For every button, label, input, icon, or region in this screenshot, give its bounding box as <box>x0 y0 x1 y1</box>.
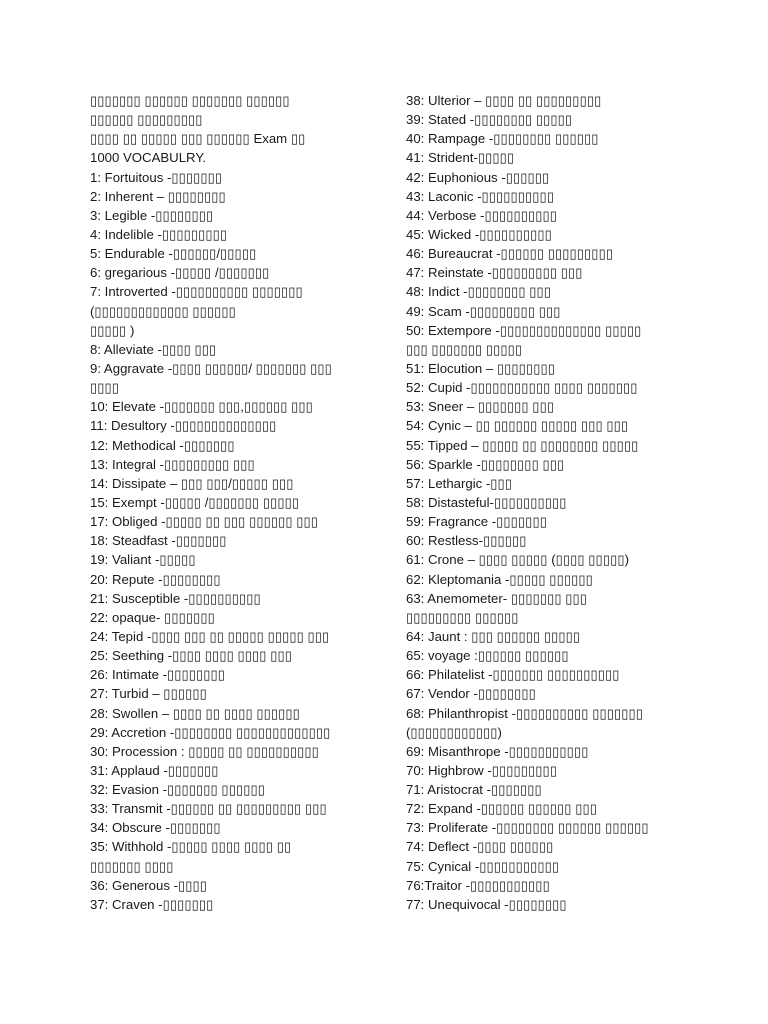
vocab-line: 42: Euphonious -▯▯▯▯▯▯ <box>406 169 550 185</box>
vocab-line: ▯▯▯ ▯▯▯▯▯▯▯ ▯▯▯▯▯ <box>406 341 523 357</box>
vocab-line: 20: Repute -▯▯▯▯▯▯▯▯ <box>90 571 221 587</box>
vocab-line: 72: Expand -▯▯▯▯▯▯ ▯▯▯▯▯▯ ▯▯▯ <box>406 801 597 817</box>
vocab-line: 50: Extempore -▯▯▯▯▯▯▯▯▯▯▯▯▯▯ ▯▯▯▯▯ <box>406 322 642 338</box>
vocab-line: 17: Obliged -▯▯▯▯▯ ▯▯ ▯▯▯ ▯▯▯▯▯▯ ▯▯▯ <box>90 514 319 530</box>
vocab-line: 59: Fragrance -▯▯▯▯▯▯▯ <box>406 514 547 530</box>
vocab-line: ▯▯▯▯▯▯ ▯▯▯▯▯▯▯▯▯ <box>90 112 203 128</box>
vocab-line: 6: gregarious -▯▯▯▯▯ /▯▯▯▯▯▯▯ <box>90 265 270 281</box>
vocab-line: 44: Verbose -▯▯▯▯▯▯▯▯▯▯ <box>406 207 558 223</box>
vocab-line: 75: Cynical -▯▯▯▯▯▯▯▯▯▯▯ <box>406 858 560 874</box>
vocab-line: 25: Seething -▯▯▯▯ ▯▯▯▯ ▯▯▯▯ ▯▯▯ <box>90 648 292 664</box>
vocab-line: 56: Sparkle -▯▯▯▯▯▯▯▯ ▯▯▯ <box>406 456 565 472</box>
vocab-line: 38: Ulterior – ▯▯▯▯ ▯▯ ▯▯▯▯▯▯▯▯▯ <box>406 93 602 108</box>
vocab-line: 21: Susceptible -▯▯▯▯▯▯▯▯▯▯ <box>90 590 261 606</box>
vocab-line: 29: Accretion -▯▯▯▯▯▯▯▯ ▯▯▯▯▯▯▯▯▯▯▯▯▯ <box>90 724 331 740</box>
vocab-line: 35: Withhold -▯▯▯▯▯ ▯▯▯▯ ▯▯▯▯ ▯▯ <box>90 839 292 855</box>
vocab-line: 19: Valiant -▯▯▯▯▯ <box>90 552 196 568</box>
vocab-line: 34: Obscure -▯▯▯▯▯▯▯ <box>90 820 221 836</box>
vocab-line: 36: Generous -▯▯▯▯ <box>90 877 207 893</box>
right-column <box>406 91 706 914</box>
vocab-line: 46: Bureaucrat -▯▯▯▯▯▯ ▯▯▯▯▯▯▯▯▯ <box>406 246 614 262</box>
vocab-line: 49: Scam -▯▯▯▯▯▯▯▯▯ ▯▯▯ <box>406 303 561 319</box>
vocab-line: 68: Philanthropist -▯▯▯▯▯▯▯▯▯▯ ▯▯▯▯▯▯▯ <box>406 705 643 721</box>
vocab-line: 33: Transmit -▯▯▯▯▯▯ ▯▯ ▯▯▯▯▯▯▯▯▯ ▯▯▯ <box>90 801 327 817</box>
vocab-line: 2: Inherent – ▯▯▯▯▯▯▯▯ <box>90 188 226 204</box>
vocab-line: 57: Lethargic -▯▯▯ <box>406 475 513 491</box>
vocab-line: 62: Kleptomania -▯▯▯▯▯ ▯▯▯▯▯▯ <box>406 571 593 587</box>
vocab-line: 53: Sneer – ▯▯▯▯▯▯▯ ▯▯▯ <box>406 399 555 415</box>
vocab-line: 47: Reinstate -▯▯▯▯▯▯▯▯▯ ▯▯▯ <box>406 265 583 281</box>
vocab-line: 13: Integral -▯▯▯▯▯▯▯▯▯ ▯▯▯ <box>90 456 255 472</box>
vocab-line: 51: Elocution – ▯▯▯▯▯▯▯▯ <box>406 360 555 376</box>
vocab-line: 4: Indelible -▯▯▯▯▯▯▯▯▯ <box>90 226 228 242</box>
vocab-line: 22: opaque- ▯▯▯▯▯▯▯ <box>90 609 215 625</box>
vocab-line: 1000 VOCABULRY. <box>90 150 207 166</box>
vocab-line: 71: Aristocrat -▯▯▯▯▯▯▯ <box>406 782 542 798</box>
vocab-line: ▯▯▯▯▯ ) <box>90 322 135 338</box>
vocab-line: 41: Strident-▯▯▯▯▯ <box>406 150 515 166</box>
vocab-line: 28: Swollen – ▯▯▯▯ ▯▯ ▯▯▯▯ ▯▯▯▯▯▯ <box>90 705 300 721</box>
vocab-line: 54: Cynic – ▯▯ ▯▯▯▯▯▯ ▯▯▯▯▯ ▯▯▯ ▯▯▯ <box>406 418 629 434</box>
vocab-line: 52: Cupid -▯▯▯▯▯▯▯▯▯▯▯ ▯▯▯▯ ▯▯▯▯▯▯▯ <box>406 380 638 396</box>
vocab-line: 63: Anemometer- ▯▯▯▯▯▯▯ ▯▯▯ <box>406 590 588 606</box>
vocab-line: 58: Distasteful-▯▯▯▯▯▯▯▯▯▯ <box>406 494 567 510</box>
vocab-line: 66: Philatelist -▯▯▯▯▯▯▯ ▯▯▯▯▯▯▯▯▯▯ <box>406 667 620 683</box>
vocab-line: 7: Introverted -▯▯▯▯▯▯▯▯▯▯ ▯▯▯▯▯▯▯ <box>90 284 303 300</box>
vocab-line: 65: voyage :▯▯▯▯▯▯ ▯▯▯▯▯▯ <box>406 648 569 664</box>
vocab-line: 64: Jaunt : ▯▯▯ ▯▯▯▯▯▯ ▯▯▯▯▯ <box>406 628 581 644</box>
vocab-line: 60: Restless-▯▯▯▯▯▯ <box>406 533 527 549</box>
vocab-line: 43: Laconic -▯▯▯▯▯▯▯▯▯▯ <box>406 188 555 204</box>
vocab-line: ▯▯▯▯ <box>90 380 120 396</box>
vocab-line: 32: Evasion -▯▯▯▯▯▯▯ ▯▯▯▯▯▯ <box>90 782 265 798</box>
vocab-line: 37: Craven -▯▯▯▯▯▯▯ <box>90 896 214 912</box>
vocab-line: 8: Alleviate -▯▯▯▯ ▯▯▯ <box>90 341 217 357</box>
vocab-line: 31: Applaud -▯▯▯▯▯▯▯ <box>90 762 219 778</box>
vocab-line: 5: Endurable -▯▯▯▯▯▯/▯▯▯▯▯ <box>90 246 257 262</box>
vocab-line: 61: Crone – ▯▯▯▯ ▯▯▯▯▯ (▯▯▯▯ ▯▯▯▯▯) <box>406 552 629 568</box>
vocab-line: 24: Tepid -▯▯▯▯ ▯▯▯ ▯▯ ▯▯▯▯▯ ▯▯▯▯▯ ▯▯▯ <box>90 628 330 644</box>
vocab-line: 48: Indict -▯▯▯▯▯▯▯▯ ▯▯▯ <box>406 284 552 300</box>
vocab-line: 12: Methodical -▯▯▯▯▯▯▯ <box>90 437 235 453</box>
vocab-line: 27: Turbid – ▯▯▯▯▯▯ <box>90 686 207 702</box>
vocab-line: 40: Rampage -▯▯▯▯▯▯▯▯ ▯▯▯▯▯▯ <box>406 131 599 147</box>
left-column <box>90 91 380 914</box>
vocab-line: ▯▯▯▯▯▯▯ ▯▯▯▯ <box>90 858 174 874</box>
vocab-line: 3: Legible -▯▯▯▯▯▯▯▯ <box>90 207 214 223</box>
vocab-line: 70: Highbrow -▯▯▯▯▯▯▯▯▯ <box>406 762 558 778</box>
vocab-line: 39: Stated -▯▯▯▯▯▯▯▯ ▯▯▯▯▯ <box>406 112 573 128</box>
vocab-line: ▯▯▯▯▯▯▯ ▯▯▯▯▯▯ ▯▯▯▯▯▯▯ ▯▯▯▯▯▯ <box>90 93 290 108</box>
vocab-line: 18: Steadfast -▯▯▯▯▯▯▯ <box>90 533 227 549</box>
vocab-line: ▯▯▯▯▯▯▯▯▯ ▯▯▯▯▯▯ <box>406 609 519 625</box>
vocab-line: 10: Elevate -▯▯▯▯▯▯▯ ▯▯▯,▯▯▯▯▯▯ ▯▯▯ <box>90 399 313 415</box>
vocab-line: 14: Dissipate – ▯▯▯ ▯▯▯/▯▯▯▯▯ ▯▯▯ <box>90 475 294 491</box>
vocab-line: 11: Desultory -▯▯▯▯▯▯▯▯▯▯▯▯▯▯ <box>90 418 277 434</box>
vocab-line: 9: Aggravate -▯▯▯▯ ▯▯▯▯▯▯/ ▯▯▯▯▯▯▯ ▯▯▯ <box>90 360 332 376</box>
vocab-line: 55: Tipped – ▯▯▯▯▯ ▯▯ ▯▯▯▯▯▯▯▯ ▯▯▯▯▯ <box>406 437 639 453</box>
vocab-line: 67: Vendor -▯▯▯▯▯▯▯▯ <box>406 686 536 702</box>
vocab-line: 69: Misanthrope -▯▯▯▯▯▯▯▯▯▯▯ <box>406 743 589 759</box>
vocab-line: 1: Fortuitous -▯▯▯▯▯▯▯ <box>90 169 223 185</box>
vocab-line: 73: Proliferate -▯▯▯▯▯▯▯▯ ▯▯▯▯▯▯ ▯▯▯▯▯▯ <box>406 820 649 836</box>
vocab-line: 15: Exempt -▯▯▯▯▯ /▯▯▯▯▯▯▯ ▯▯▯▯▯ <box>90 494 300 510</box>
vocab-line: 30: Procession : ▯▯▯▯▯ ▯▯ ▯▯▯▯▯▯▯▯▯▯ <box>90 743 319 759</box>
vocab-line: (▯▯▯▯▯▯▯▯▯▯▯▯) <box>406 724 502 740</box>
vocab-line: 77: Unequivocal -▯▯▯▯▯▯▯▯ <box>406 896 567 912</box>
vocab-line: (▯▯▯▯▯▯▯▯▯▯▯▯▯ ▯▯▯▯▯▯ <box>90 303 236 319</box>
vocab-line: ▯▯▯▯ ▯▯ ▯▯▯▯▯ ▯▯▯ ▯▯▯▯▯▯ Exam ▯▯ <box>90 131 306 147</box>
vocab-line: 26: Intimate -▯▯▯▯▯▯▯▯ <box>90 667 226 683</box>
vocab-line: 74: Deflect -▯▯▯▯ ▯▯▯▯▯▯ <box>406 839 554 855</box>
vocab-line: 45: Wicked -▯▯▯▯▯▯▯▯▯▯ <box>406 226 552 242</box>
vocab-line: 76:Traitor -▯▯▯▯▯▯▯▯▯▯▯ <box>406 877 550 893</box>
